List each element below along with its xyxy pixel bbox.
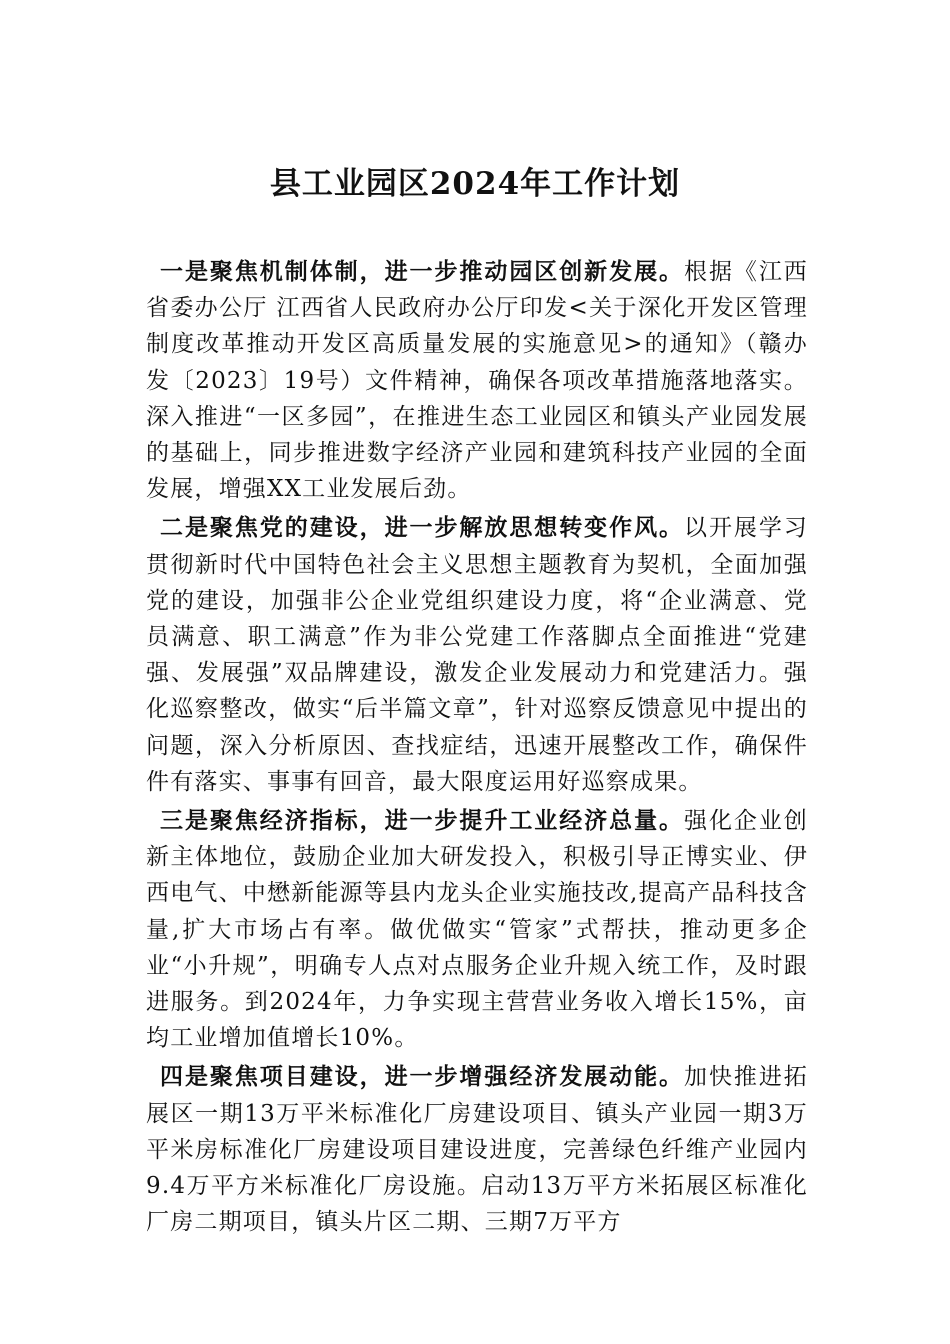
- paragraph-party-building: [146, 510, 808, 800]
- paragraph-economic-indicators: [146, 803, 808, 1056]
- paragraph-text: 根据《江西省委办公厅 江西省人民政府办公厅印发<关于深化开发区管理制度改革推动开发区高质量发展的实施意见>的通知》（赣办发〔2023〕19号）文件精神，确保各项改革措施落地落实。深入推进“一区多园”，在推进生态工业园区和镇头产业园发展的基础上，同步推进数字经济产业园和建筑科技产业园的全面发展，增强XX工业发展后劲。: [146, 259, 809, 503]
- paragraph-project-construction: [146, 1059, 808, 1240]
- paragraph-lead: 二是聚焦党的建设，进一步解放思想转变作风。: [160, 514, 684, 542]
- paragraph-lead: 三是聚焦经济指标，进一步提升工业经济总量。: [160, 807, 684, 835]
- document-title: 县工业园区2024年工作计划: [269, 166, 681, 202]
- paragraph-lead: 四是聚焦项目建设，进一步增强经济发展动能。: [160, 1063, 684, 1091]
- paragraph-text: 以开展学习贯彻新时代中国特色社会主义思想主题教育为契机，全面加强党的建设，加强非公企业党组织建设力度，将“企业满意、党员满意、职工满意”作为非公党建工作落脚点全面推进“党建强、发展强”双品牌建设，激发企业发展动力和党建活力。强化巡察整改，做实“后半篇文章”，针对巡察反馈意见中提出的问题，深入分析原因、查找症结，迅速开展整改工作，确保件件有落实、事事有回音，最大限度运用好巡察成果。: [146, 515, 809, 795]
- paragraph-lead: 一是聚焦机制体制，进一步推动园区创新发展。: [160, 258, 684, 285]
- document-body: [146, 254, 808, 1243]
- paragraph-mechanism: [146, 254, 808, 507]
- paragraph-text: 加快推进拓展区一期13万平米标准化厂房建设项目、镇头产业园一期3万平米房标准化厂房建设项目建设进度，完善绿色纤维产业园内9.4万平方米标准化厂房设施。启动13万平方米拓展区标准化厂房二期项目，镇头片区二期、三期7万平方: [146, 1064, 809, 1236]
- paragraph-text: 强化企业创新主体地位，鼓励企业加大研发投入，积极引导正博实业、伊西电气、中懋新能源等县内龙头企业实施技改,提高产品科技含量,扩大市场占有率。做优做实“管家”式帮扶，推动更多企业“小升规”，明确专人点对点服务企业升规入统工作，及时跟进服务。到2024年，力争实现主营营业务收入增长15%，亩均工业增加值增长10%。: [146, 808, 809, 1052]
